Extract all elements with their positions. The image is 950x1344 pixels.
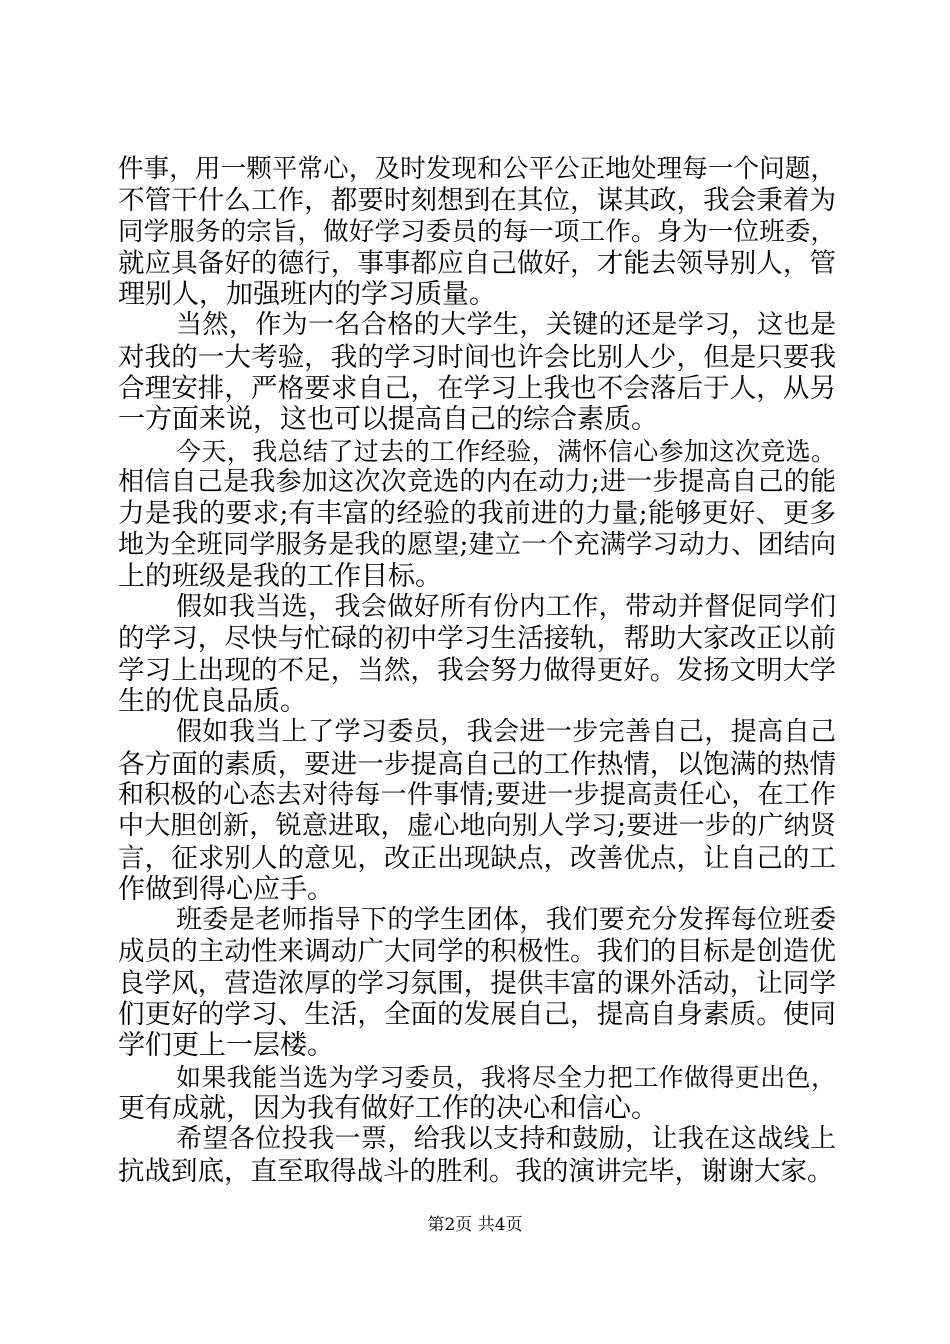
text-line: 对我的一大考验，我的学习时间也许会比别人少，但是只要我 xyxy=(118,341,836,373)
text-line: 理别人，加强班内的学习质量。 xyxy=(118,279,496,311)
document-body xyxy=(118,154,836,1187)
text-line: 学习上出现的不足，当然，我会努力做得更好。发扬文明大学 xyxy=(118,654,836,686)
text-line: 当然，作为一名合格的大学生，关键的还是学习，这也是 xyxy=(176,310,836,341)
text-line: 各方面的素质，要进一步提高自己的工作热情，以饱满的热情 xyxy=(118,748,836,780)
text-line: 的学习，尽快与忙碌的初中学习生活接轨，帮助大家改正以前 xyxy=(118,623,836,655)
text-line: 抗战到底，直至取得战斗的胜利。我的演讲完毕，谢谢大家。 xyxy=(118,1155,834,1187)
text-line: 今天，我总结了过去的工作经验，满怀信心参加这次竞选。 xyxy=(176,436,836,466)
text-line: 力是我的要求;有丰富的经验的我前进的力量;能够更好、更多 xyxy=(118,498,836,530)
text-line: 假如我当上了学习委员，我会进一步完善自己，提高自己 xyxy=(176,717,836,748)
text-line: 就应具备好的德行，事事都应自己做好，才能去领导别人，管 xyxy=(118,247,836,279)
text-line: 学们更上一层楼。 xyxy=(118,1030,334,1062)
text-line: 更有成就，因为我有做好工作的决心和信心。 xyxy=(118,1092,658,1124)
page-footer xyxy=(0,1215,950,1235)
text-line: 成员的主动性来调动广大同学的积极性。我们的目标是创造优 xyxy=(118,936,836,968)
text-line: 一方面来说，这也可以提高自己的综合素质。 xyxy=(118,404,658,436)
text-line: 们更好的学习、生活，全面的发展自己，提高自身素质。使同 xyxy=(118,999,836,1031)
page-number-label: 第2页 共4页 xyxy=(427,1215,523,1235)
text-line: 言，征求别人的意见，改正出现缺点，改善优点，让自己的工 xyxy=(118,842,836,874)
text-line: 同学服务的宗旨，做好学习委员的每一项工作。身为一位班委， xyxy=(118,216,836,247)
text-line: 作做到得心应手。 xyxy=(118,873,334,905)
text-line: 假如我当选，我会做好所有份内工作，带动并督促同学们 xyxy=(176,592,836,623)
text-line: 中大胆创新，锐意进取，虚心地向别人学习;要进一步的广纳贤 xyxy=(118,811,836,842)
text-line: 上的班级是我的工作目标。 xyxy=(118,560,442,592)
text-line: 班委是老师指导下的学生团体，我们要充分发挥每位班委 xyxy=(176,905,836,936)
text-line: 合理安排，严格要求自己，在学习上我也不会落后于人，从另 xyxy=(118,373,836,405)
text-line: 良学风，营造浓厚的学习氛围，提供丰富的课外活动，让同学 xyxy=(118,967,836,999)
text-line: 不管干什么工作，都要时刻想到在其位，谋其政，我会秉着为 xyxy=(118,185,836,217)
text-line: 相信自己是我参加这次次竞选的内在动力;进一步提高自己的能 xyxy=(118,466,836,497)
text-line: 件事，用一颗平常心，及时发现和公平公正地处理每一个问题， xyxy=(118,154,836,184)
text-line: 如果我能当选为学习委员，我将尽全力把工作做得更出色， xyxy=(176,1062,836,1092)
text-line: 和积极的心态去对待每一件事情;要进一步提高责任心，在工作 xyxy=(118,779,836,810)
text-line: 地为全班同学服务是我的愿望;建立一个充满学习动力、团结向 xyxy=(118,529,836,560)
text-line: 生的优良品质。 xyxy=(118,686,307,718)
text-line: 希望各位投我一票，给我以支持和鼓励，让我在这战线上 xyxy=(176,1124,836,1155)
